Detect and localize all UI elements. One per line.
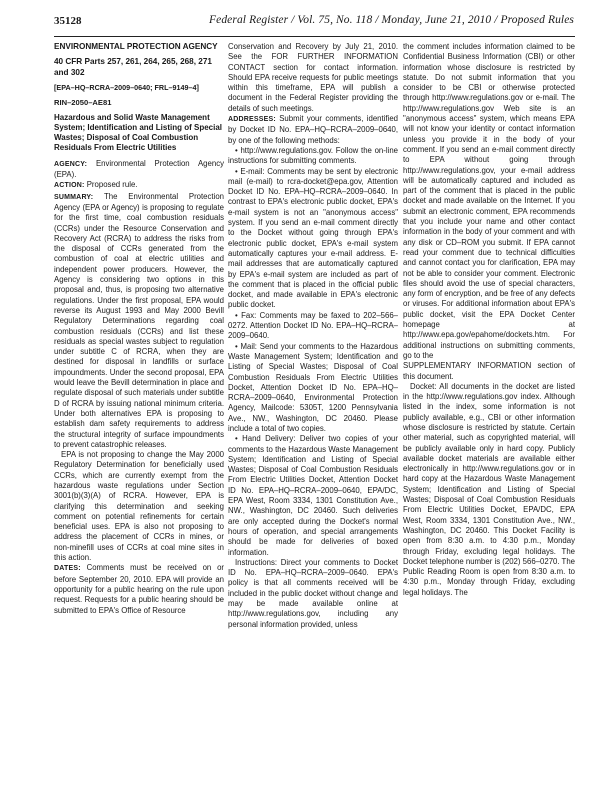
agency-line — [54, 159, 224, 181]
docket-number: [EPA–HQ–RCRA–2009–0640; FRL–9149–4] — [54, 82, 199, 92]
bullet-email: • E-mail: Comments may be sent by electronic mail (e-mail) to rcra-docket@epa.gov, Attention Docket ID No. EPA–HQ–RCRA–2009–0640. In contrast to EPA's electronic public docket, EPA's e-mail system is not an "anonymous access" system. If you send an e-mail comment directly to the Docket without going through EPA's electronic public docket, EPA's e-mail system automatically captures your e-mail address. E-mail addresses that are automatically captured by EPA's e-mail system are included as part of the comment that is placed in the official public docket, and made available in EPA's electronic public docket. — [228, 166, 398, 310]
running-header — [54, 14, 574, 30]
addresses-label: ADDRESSES: — [228, 116, 276, 124]
dates-label: DATES: — [54, 565, 81, 573]
column-3 — [403, 42, 575, 794]
summary-paragraph — [54, 192, 224, 450]
dates-text: Comments must be received on or before September 20, 2010. EPA will provide an opportunity for a public hearing on the rule upon request. Requests for a public hearing should be submitted to EPA's Office of Resource — [54, 563, 224, 615]
bullet-fax: • Fax: Comments may be faxed to 202–566–0272. Attention Docket ID No. EPA–HQ–RCRA–2009–0640. — [228, 310, 398, 341]
bullet-mail: • Mail: Send your comments to the Hazardous Waste Management System; Identification and Listing of Special Wastes; Disposal of Coal Combustion Residuals From Electric Utilities Docket, Attention Docket ID No. EPA–HQ–RCRA–2009–0640, Environmental Protection Agency, Mailcode: 5305T, 1200 Pennsylvania Ave., NW., Washington, DC 20460. Please include a total of two copies. — [228, 341, 398, 433]
hearing-paragraph: Conservation and Recovery by July 21, 2010. See the FOR FURTHER INFORMATION CONTACT section for contact information. Should EPA receive requests for public meetings within this timeframe, EPA will publish a document in the Federal Register providing the details of such meetings. — [228, 42, 398, 113]
header-rule — [54, 36, 575, 37]
addresses-paragraph — [228, 114, 398, 146]
action-text: Proposed rule. — [86, 180, 138, 190]
column-2 — [228, 42, 398, 794]
addresses-text: Submit your comments, identified by Docket ID No. EPA–HQ–RCRA–2009–0640, by one of the following methods: — [228, 114, 398, 145]
summary-label: SUMMARY: — [54, 193, 94, 201]
agency-text: Environmental Protection Agency (EPA). — [54, 158, 224, 180]
docket-paragraph: Docket: All documents in the docket are listed in the http://www.regulations.gov index. Although listed in the index, some information is not publicly available, e.g., CBI or other information whose disclosure is restricted by statute. Certain other material, such as copyrighted material, will be publicly available only in hard copy. Publicly available docket materials are available either electronically in http://www.regulations.gov or in hard copy at the Hazardous Waste Management System; Identification and Listing of Special Wastes; Disposal of Coal Combustion Residuals From Electric Utilities Docket, EPA/DC, EPA West, Room 3334, 1301 Constitution Ave., NW., Washington, DC 20460. This Docket Facility is open from 8:30 a.m. to 4:30 p.m., Monday through Friday, excluding legal holidays. The Docket telephone number is (202) 566–0270. The Public Reading Room is open from 8:30 a.m. to 4:30 p.m., Monday through Friday, excluding legal holidays. The — [403, 381, 575, 597]
dates-paragraph — [54, 563, 224, 615]
summary-paragraph-2: EPA is not proposing to change the May 2000 Regulatory Determination for beneficially used CCRs, which are currently exempt from the hazardous waste regulations under Section 3001(b)(3)(A) of RCRA. However, EPA is clarifying this determination and seeking comment on potential refinements for certain beneficial uses. EPA is also not proposing to address the placement of CCRs in mines, or non-minefill uses of CCRs at coal mine sites in this action. — [54, 450, 224, 563]
instructions-paragraph: Instructions: Direct your comments to Docket ID No. EPA–HQ–RCRA–2009–0640. EPA's policy is that all comments received will be included in the public docket without change and may be made available online at http://www.regulations.gov, including any personal information provided, unless — [228, 557, 398, 629]
page-number: 35128 — [54, 15, 82, 27]
action-line — [54, 180, 224, 191]
supplementary-ref: SUPPLEMENTARY INFORMATION section of this document. — [403, 361, 575, 381]
bullet-hand-delivery: • Hand Delivery: Deliver two copies of your comments to the Hazardous Waste Management System; Identification and Listing of Special Wastes; Disposal of Coal Combustion Residuals From Electric Utilities Docket, Attention Docket ID No. EPA–HQ–RCRA–2009–0640, EPA/DC, EPA West, Room 3334, 1301 Constitution Ave., NW., Washington, DC 20460. Such deliveries are only accepted during the Docket's normal hours of operation, and special arrangements should be made for deliveries of boxed information. — [228, 434, 398, 557]
agency-label: AGENCY: — [54, 160, 88, 168]
action-label: ACTION: — [54, 182, 85, 190]
rule-title: Hazardous and Solid Waste Management System; Identification and Listing of Special Wastes; Disposal of Coal Combustion Residuals From Electric Utilities — [54, 112, 223, 153]
rin-number: RIN–2050–AE81 — [54, 97, 112, 107]
cfr-parts: 40 CFR Parts 257, 261, 264, 265, 268, 271 and 302 — [54, 57, 212, 77]
column-1 — [54, 42, 224, 794]
summary-text: The Environmental Protection Agency (EPA or Agency) is proposing to regulate for the first time, coal combustion residuals (CCRs) under the Resource Conservation and Recovery Act (RCRA) to address the risks from the disposal of CCRs generated from the combustion of coal at electric utilities and independent power producers. However, the Agency is considering two options in this proposal and, thus, is proposing two alternative regulations. Under the first proposal, EPA would reverse its August 1993 and May 2000 Bevill Regulatory Determinations regarding coal combustion residuals (CCRs) and list these residuals as special wastes subject to regulation under subtitle C of RCRA, when they are destined for disposal in landfills or surface impoundments. Under the second proposal, EPA would leave the Bevill determination in place and regulate disposal of such materials under subtitle D of RCRA by issuing national minimum criteria. Under both alternatives EPA is proposing to establish dam safety requirements to address the structural integrity of surface impoundments to prevent catastrophic releases. — [54, 191, 224, 449]
running-title: Federal Register / Vol. 75, No. 118 / Monday, June 21, 2010 / Proposed Rules — [208, 14, 574, 26]
bullet-website: • http://www.regulations.gov. Follow the on-line instructions for submitting comments. — [228, 145, 398, 166]
continuation-paragraph: the comment includes information claimed to be Confidential Business Information (CBI) or other information whose disclosure is restricted by statute. Do not submit information that you consider to be CBI or otherwise protected through http://www.regulations.gov or e-mail. The http://www.regulations.gov Web site is an "anonymous access" system, which means EPA will not know your identity or contact information unless you provide it in the body of your comment. If you send an e-mail comment directly to EPA without going through http://www.regulations.gov, your e-mail address will be automatically captured and included as part of the comment that is placed in the public docket and made available on the Internet. If you submit an electronic comment, EPA recommends that you include your name and other contact information in the body of your comment and with any disk or CD–ROM you submit. If EPA cannot read your comment due to technical difficulties and cannot contact you for clarification, EPA may not be able to consider your comment. Electronic files should avoid the use of special characters, any form of encryption, and be free of any defects or viruses. For additional information about EPA's public docket, visit the EPA Docket Center homepage at http://www.epa.gov/epahome/dockets.htm. For additional instructions on submitting comments, go to the — [403, 42, 575, 360]
agency-heading: ENVIRONMENTAL PROTECTION AGENCY — [54, 42, 218, 51]
